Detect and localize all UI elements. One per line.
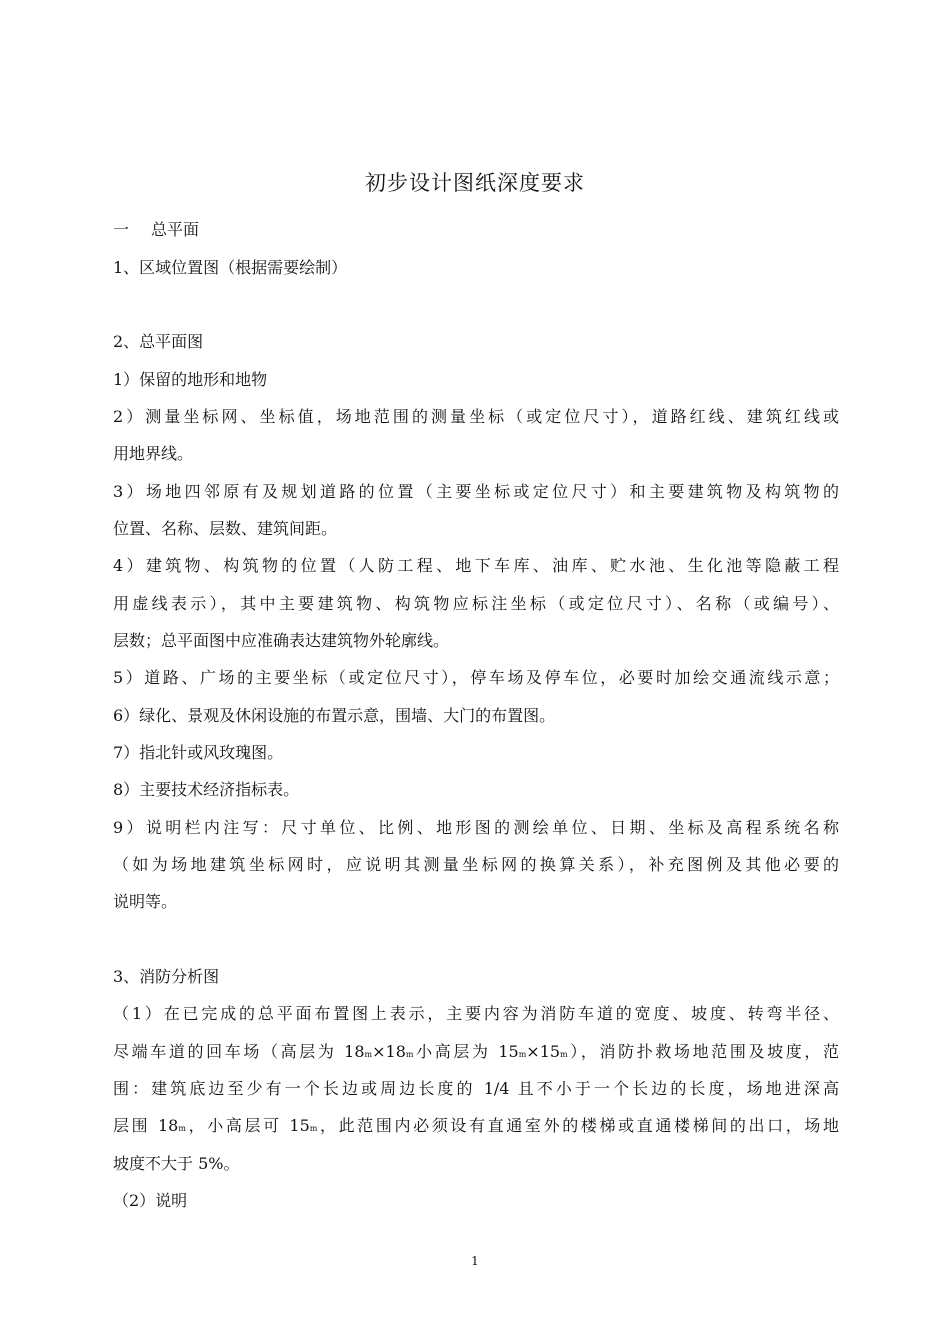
text-fragment: ，小高层可 15 [185, 1116, 310, 1135]
text-fragment: ，此范围内必须设有直通室外的楼梯或直通楼梯间的出口，场地 [317, 1116, 839, 1135]
item-2-general-plan: 2、总平面图 [113, 332, 204, 351]
fire-point-1-line-2 [113, 1042, 839, 1065]
item-1-location-map: 1、区域位置图（根据需要绘制） [113, 258, 348, 277]
text-fragment: ×18 [372, 1042, 406, 1061]
fire-point-1-line-5: 坡度不大于 5%。 [113, 1154, 240, 1173]
unit-m: m [518, 1050, 527, 1059]
point-9-line-3: 说明等。 [113, 892, 178, 911]
text-fragment: ），消防扑救场地范围及坡度，范 [567, 1042, 839, 1061]
point-4-line-3: 层数；总平面图中应准确表达建筑物外轮廓线。 [113, 631, 450, 650]
unit-m: m [309, 1124, 318, 1133]
point-7: 7）指北针或风玫瑰图。 [113, 743, 284, 762]
point-5: 5）道路、广场的主要坐标（或定位尺寸），停车场及停车位，必要时加绘交通流线示意； [113, 668, 839, 687]
section-number: 一 [113, 220, 130, 239]
item-3-fire-analysis: 3、消防分析图 [113, 967, 220, 986]
text-fragment: 层围 18 [113, 1116, 179, 1135]
text-fragment: ×15 [526, 1042, 561, 1061]
text-fragment: 尽端车道的回车场（高层为 18 [113, 1042, 365, 1061]
section-title: 总平面 [151, 220, 200, 239]
point-6: 6）绿化、景观及休闲设施的布置示意，围墙、大门的布置图。 [113, 706, 556, 725]
point-1: 1）保留的地形和地物 [113, 370, 268, 389]
unit-m: m [178, 1124, 186, 1133]
fire-point-1-line-3: 围：建筑底边至少有一个长边或周边长度的 1/4 且不小于一个长边的长度，场地进深高 [113, 1079, 839, 1098]
point-2-line-1: 2）测量坐标网、坐标值，场地范围的测量坐标（或定位尺寸），道路红线、建筑红线或 [113, 407, 839, 426]
fire-point-1-line-4 [113, 1116, 839, 1139]
point-3-line-2: 位置、名称、层数、建筑间距。 [113, 519, 338, 538]
fire-point-1-line-1: （1）在已完成的总平面布置图上表示，主要内容为消防车道的宽度、坡度、转弯半径、 [113, 1004, 839, 1023]
point-3-line-1: 3）场地四邻原有及规划道路的位置（主要坐标或定位尺寸）和主要建筑物及构筑物的 [113, 482, 839, 501]
point-8: 8）主要技术经济指标表。 [113, 780, 300, 799]
unit-m: m [405, 1050, 414, 1059]
unit-m: m [364, 1050, 373, 1059]
point-2-line-2: 用地界线。 [113, 444, 194, 463]
page-number: 1 [471, 1254, 479, 1268]
point-9-line-2: （如为场地建筑坐标网时，应说明其测量坐标网的换算关系），补充图例及其他必要的 [113, 855, 839, 874]
point-4-line-1: 4）建筑物、构筑物的位置（人防工程、地下车库、油库、贮水池、生化池等隐蔽工程 [113, 556, 839, 575]
section-heading-general-plan [113, 220, 839, 240]
text-fragment: 小高层为 15 [413, 1042, 519, 1061]
fire-point-2: （2）说明 [113, 1191, 188, 1210]
point-9-line-1: 9）说明栏内注写：尺寸单位、比例、地形图的测绘单位、日期、坐标及高程系统名称 [113, 818, 839, 837]
unit-m: m [560, 1050, 568, 1059]
point-4-line-2: 用虚线表示），其中主要建筑物、构筑物应标注坐标（或定位尺寸）、名称（或编号）、 [113, 594, 839, 613]
document-title: 初步设计图纸深度要求 [365, 171, 585, 195]
